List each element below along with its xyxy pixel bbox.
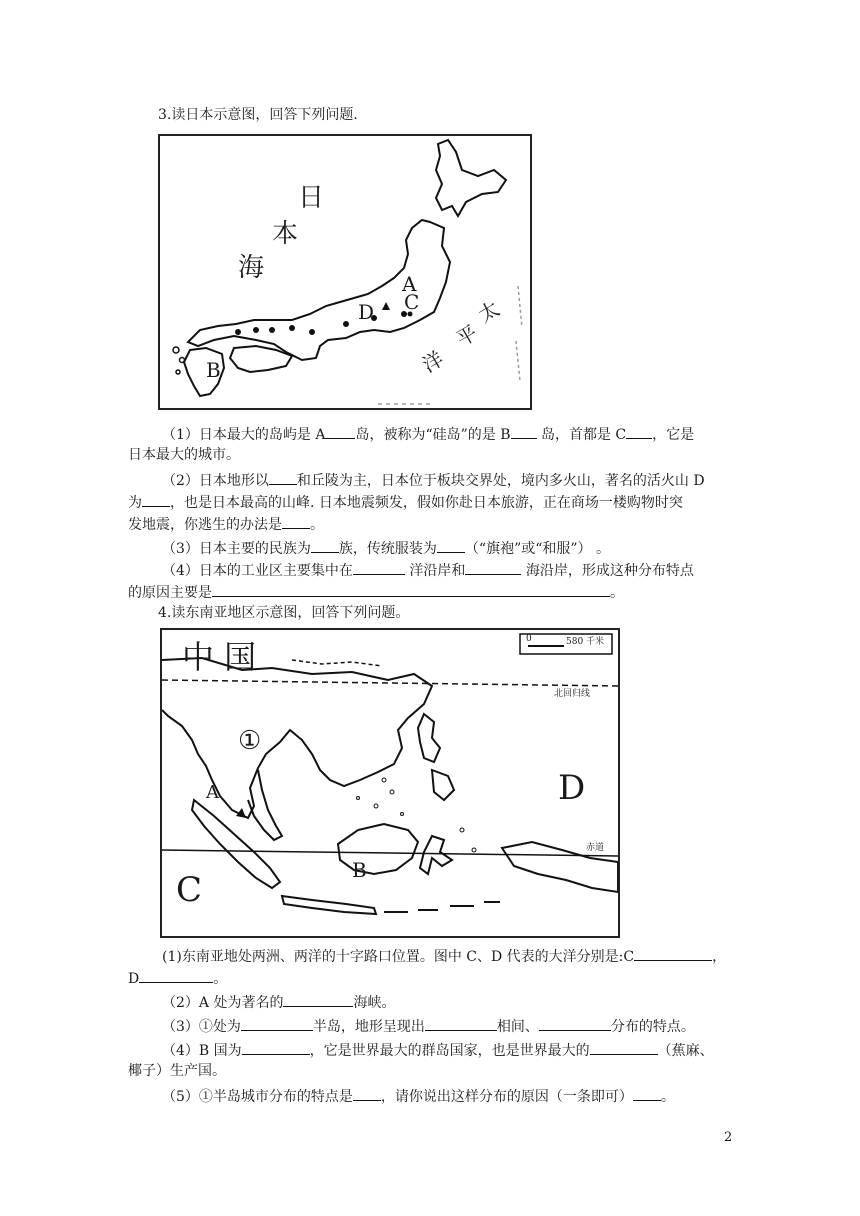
q3-p2-line2: 为 ，也是日本最高的山峰. 日本地震频发，假如你赴日本旅游，正在商场一楼购物时突: [128, 492, 683, 512]
answer-blank[interactable]: [311, 538, 339, 553]
japan-map: [158, 134, 532, 410]
answer-blank[interactable]: [242, 1040, 310, 1055]
answer-blank[interactable]: [511, 424, 537, 439]
q3-p1-line2: 日本最大的城市。: [128, 447, 240, 463]
answer-blank[interactable]: [626, 424, 652, 439]
q3-p2-line1: （2）日本地形以 和丘陵为主，日本位于板块交界处，境内多火山，著名的活火山 D: [162, 470, 705, 490]
answer-blank[interactable]: [425, 1016, 497, 1031]
q4-p3: （3）①处为 半岛，地形呈现出 相间、 分布的特点。: [162, 1016, 695, 1036]
q4-p4-line2: 椰子）生产国。: [128, 1063, 226, 1079]
answer-blank[interactable]: [325, 424, 355, 439]
map-label-a: A: [402, 272, 417, 296]
answer-blank[interactable]: [212, 582, 610, 597]
equator-label: 赤道: [586, 843, 605, 853]
q4-title: 4.读东南亚地区示意图，回答下列问题。: [158, 605, 410, 621]
tropic-label: 北回归线: [554, 689, 591, 699]
map-label-a: A: [206, 782, 219, 803]
answer-blank[interactable]: [282, 514, 310, 529]
answer-blank[interactable]: [139, 968, 213, 983]
southeast-asia-map: [160, 628, 620, 938]
map-label-d: D: [358, 300, 375, 324]
q3-p4-line1: （4）日本的工业区主要集中在 洋沿岸和 海沿岸，形成这种分布特点: [162, 560, 694, 580]
map-label-b: B: [206, 358, 221, 382]
china-label: 中 国: [182, 638, 257, 676]
map-label-one: ①: [238, 726, 262, 756]
q4-p1-line1: (1)东南亚地处两洲、两洋的十字路口位置。图中 C、D 代表的大洋分别是:C ，: [162, 946, 726, 966]
answer-blank[interactable]: [269, 470, 297, 485]
answer-blank[interactable]: [142, 492, 170, 507]
scale-label: 580 千米: [566, 637, 605, 647]
q4-p5: （5）①半岛城市分布的特点是 ，请你说出这样分布的原因（一条即可） 。: [162, 1086, 675, 1106]
q3-p3-line1: （3）日本主要的民族为 族，传统服装为 （“旗袍”或“和服”） 。: [162, 538, 610, 558]
map-label-c: C: [176, 870, 203, 910]
scale-zero: 0: [526, 634, 532, 644]
q4-p4-line1: （4）B 国为 ，它是世界最大的群岛国家，也是世界最大的 （蕉麻、: [162, 1040, 714, 1060]
sea-label-ri: 日: [298, 183, 325, 213]
answer-blank[interactable]: [283, 992, 353, 1007]
ocean-label-yang: 洋: [418, 346, 448, 378]
answer-blank[interactable]: [633, 1086, 661, 1101]
sea-label-hai: 海: [238, 253, 265, 283]
map-label-c: C: [404, 290, 420, 314]
answer-blank[interactable]: [241, 1016, 313, 1031]
answer-blank[interactable]: [353, 560, 405, 575]
answer-blank[interactable]: [634, 946, 712, 961]
q3-title: 3.读日本示意图，回答下列问题.: [158, 107, 358, 123]
q4-p2: （2）A 处为著名的 海峡。: [162, 992, 395, 1012]
map-label-b: B: [352, 858, 367, 882]
answer-blank[interactable]: [539, 1016, 611, 1031]
answer-blank[interactable]: [465, 560, 521, 575]
q3-p4-line2: 的原因主要是 。: [128, 582, 624, 602]
q3-p1-line1: （1）日本最大的岛屿是 A 岛，被称为“硅岛”的是 B 岛，首都是 C ，它是: [162, 424, 694, 444]
q3-p2-line3: 发地震，你逃生的办法是 。: [128, 514, 324, 534]
map-label-d: D: [558, 768, 586, 808]
q4-p1-line2: D 。: [128, 968, 227, 988]
answer-blank[interactable]: [590, 1040, 658, 1055]
sea-label-ben: 本: [272, 219, 299, 249]
answer-blank[interactable]: [353, 1086, 381, 1101]
ocean-label-tai: 太: [474, 296, 504, 328]
ocean-label-ping: 平: [452, 320, 482, 352]
page-number: 2: [724, 1130, 733, 1145]
answer-blank[interactable]: [437, 538, 465, 553]
